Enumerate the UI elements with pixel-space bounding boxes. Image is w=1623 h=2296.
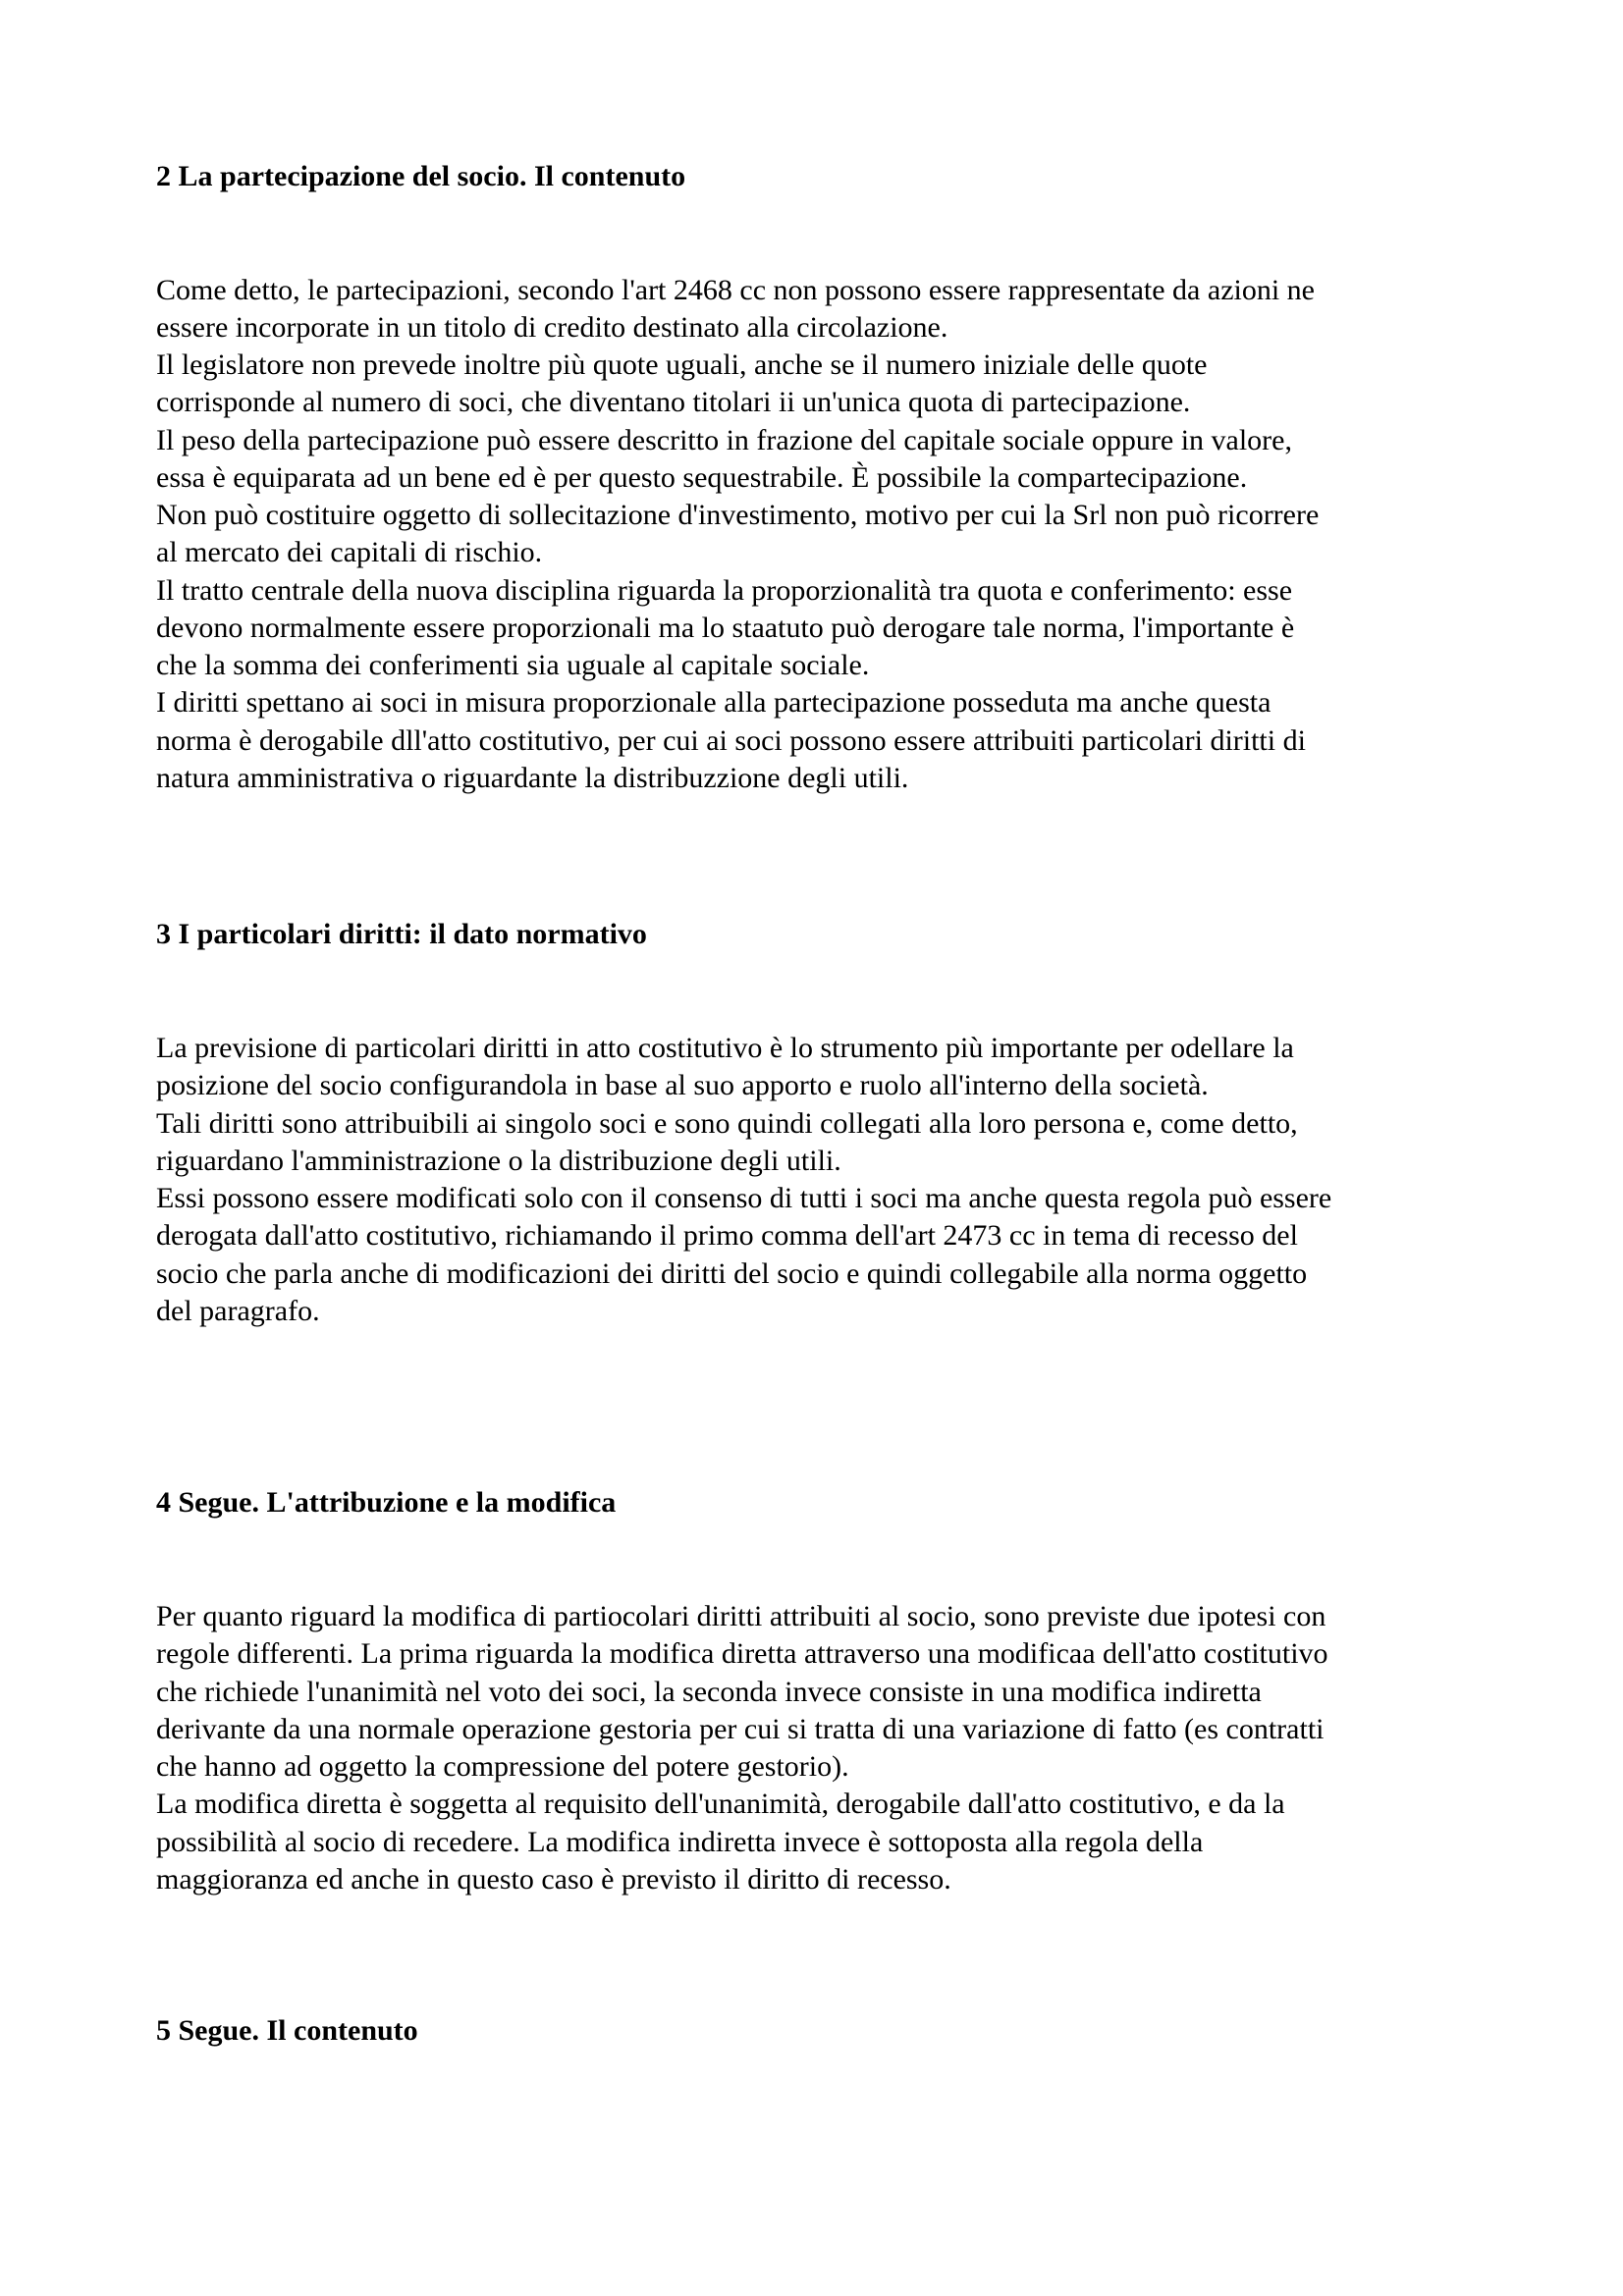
paragraph-line: possibilità al socio di recedere. La modifica indiretta invece è sottoposta alla regola della xyxy=(156,1826,1204,1858)
paragraph-line: riguardano l'amministrazione o la distribuzione degli utili. xyxy=(156,1145,841,1177)
paragraph-line: La modifica diretta è soggetta al requisito dell'unanimità, derogabile dall'atto costitutivo, e da la xyxy=(156,1788,1285,1820)
section-heading: 3 I particolari diritti: il dato normativo xyxy=(156,918,647,950)
paragraph-line: Il tratto centrale della nuova disciplina riguarda la proporzionalità tra quota e conferimento: esse xyxy=(156,574,1293,607)
paragraph-line: Il peso della partecipazione può essere descritto in frazione del capitale sociale oppure in valore, xyxy=(156,424,1292,456)
paragraph-line: che la somma dei conferimenti sia uguale al capitale sociale. xyxy=(156,649,870,681)
paragraph-line: Non può costituire oggetto di sollecitazione d'investimento, motivo per cui la Srl non può ricorrere xyxy=(156,499,1320,531)
paragraph-line: che richiede l'unanimità nel voto dei soci, la seconda invece consiste in una modifica indiretta xyxy=(156,1676,1262,1708)
section-heading: 2 La partecipazione del socio. Il contenuto xyxy=(156,160,686,192)
paragraph-line: devono normalmente essere proporzionali ma lo staatuto può derogare tale norma, l'importante è xyxy=(156,612,1295,644)
paragraph-line: Il legislatore non prevede inoltre più quote uguali, anche se il numero iniziale delle quote xyxy=(156,348,1208,381)
paragraph-line: Per quanto riguard la modifica di partiocolari diritti attribuiti al socio, sono previste due ipotesi con xyxy=(156,1600,1326,1632)
paragraph-line: Essi possono essere modificati solo con il consenso di tutti i soci ma anche questa regola può essere xyxy=(156,1182,1332,1214)
paragraph-line: derivante da una normale operazione gestoria per cui si tratta di una variazione di fatto (es contratti xyxy=(156,1713,1325,1745)
paragraph-line: che hanno ad oggetto la compressione del potere gestorio). xyxy=(156,1750,849,1783)
paragraph-line: socio che parla anche di modificazioni dei diritti del socio e quindi collegabile alla norma oggetto xyxy=(156,1257,1308,1290)
paragraph-line: al mercato dei capitali di rischio. xyxy=(156,536,543,568)
paragraph-line: posizione del socio configurandola in base al suo apporto e ruolo all'interno della società. xyxy=(156,1069,1209,1101)
section-heading: 4 Segue. L'attribuzione e la modifica xyxy=(156,1486,617,1519)
paragraph-line: Come detto, le partecipazioni, secondo l'art 2468 cc non possono essere rappresentate da azioni ne xyxy=(156,274,1315,306)
paragraph-line: natura amministrativa o riguardante la distribuzzione degli utili. xyxy=(156,762,909,794)
paragraph-line: norma è derogabile dll'atto costitutivo, per cui ai soci possono essere attribuiti particolari diritti di xyxy=(156,724,1306,757)
paragraph-line: corrisponde al numero di soci, che diventano titolari ii un'unica quota di partecipazione. xyxy=(156,386,1191,418)
paragraph-line: maggioranza ed anche in questo caso è previsto il diritto di recesso. xyxy=(156,1863,951,1896)
paragraph-line: essere incorporate in un titolo di credito destinato alla circolazione. xyxy=(156,311,948,344)
paragraph-line: I diritti spettano ai soci in misura proporzionale alla partecipazione posseduta ma anche questa xyxy=(156,686,1271,719)
paragraph-line: del paragrafo. xyxy=(156,1295,320,1327)
paragraph-line: La previsione di particolari diritti in atto costitutivo è lo strumento più importante per odellare la xyxy=(156,1032,1294,1064)
paragraph-line: regole differenti. La prima riguarda la modifica diretta attraverso una modificaa dell'atto costitutivo xyxy=(156,1637,1328,1670)
paragraph-line: derogata dall'atto costitutivo, richiamando il primo comma dell'art 2473 cc in tema di recesso del xyxy=(156,1219,1298,1252)
paragraph-line: essa è equiparata ad un bene ed è per questo sequestrabile. È possibile la compartecipazione. xyxy=(156,461,1248,494)
section-heading: 5 Segue. Il contenuto xyxy=(156,2014,418,2047)
paragraph-line: Tali diritti sono attribuibili ai singolo soci e sono quindi collegati alla loro persona e, come detto, xyxy=(156,1107,1298,1140)
